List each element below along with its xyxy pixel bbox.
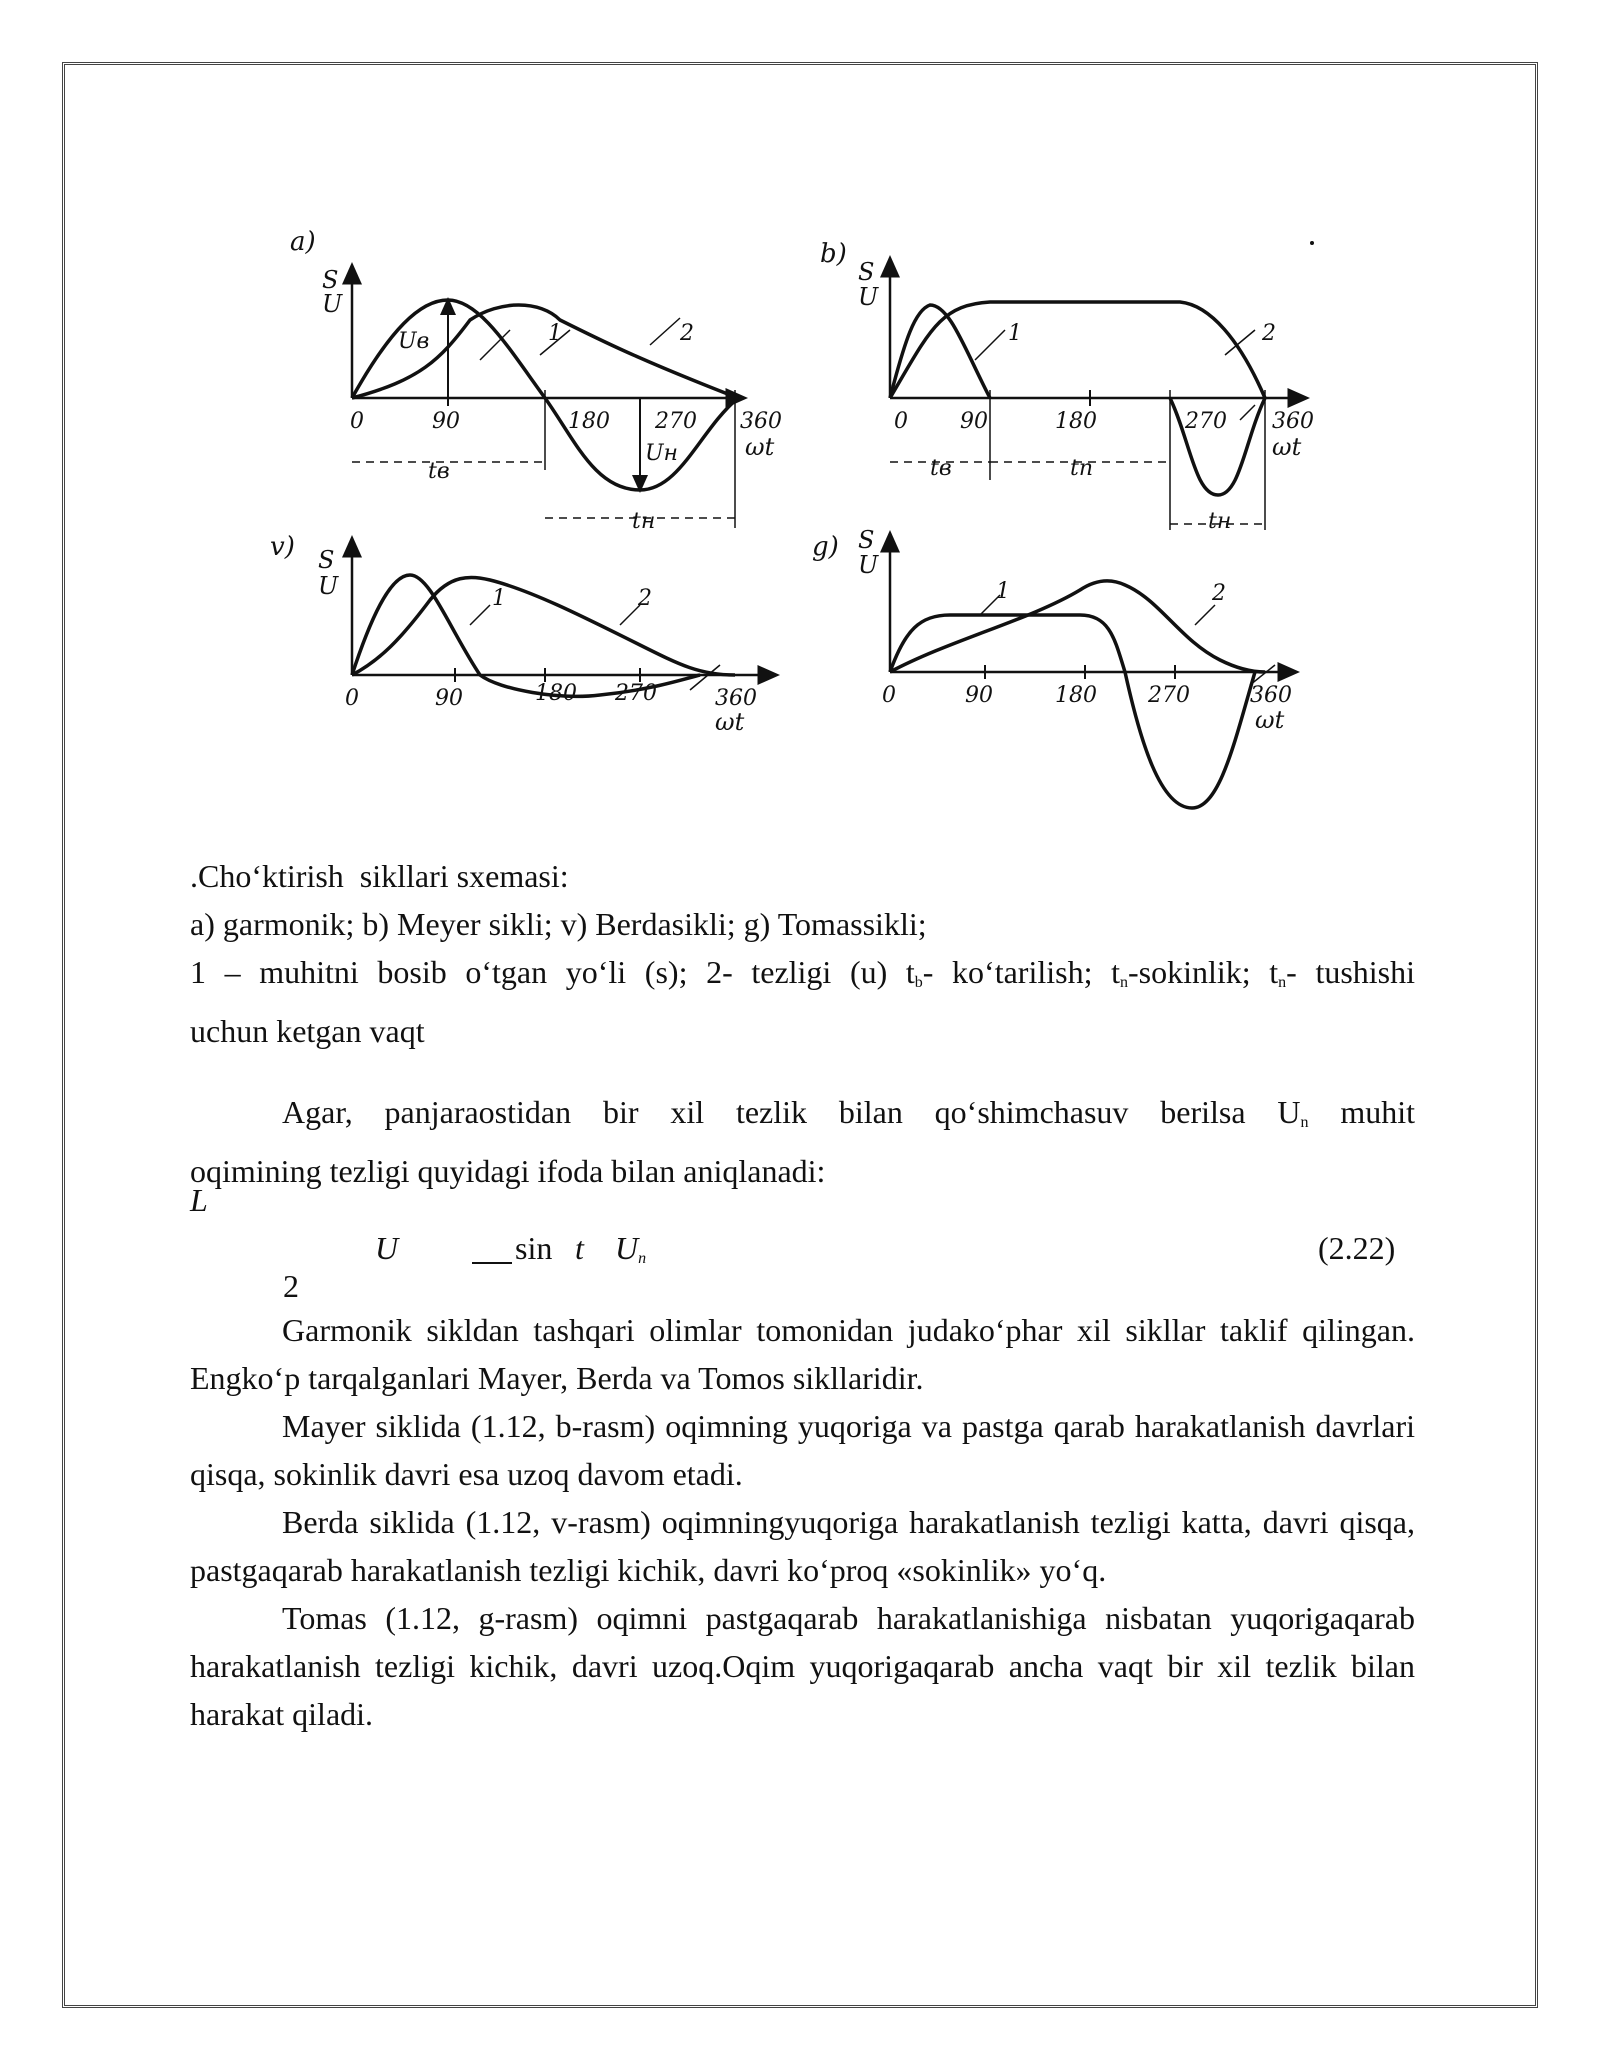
paragraph: Tomas (1.12, g-rasm) oqimni pastgaqarab harakatlanishiga nisbatan yuqorigaqarab harakatlanish tezligi kichik, davri uzoq.Oqim yuqorigaqarab ancha vaqt bir xil tezlik bilan harakat qiladi. <box>190 1600 1415 1732</box>
panel-b-curve2-label: 2 <box>1262 321 1276 346</box>
panel-a-axis-u: U <box>322 290 343 318</box>
cycle-diagrams-figure <box>0 0 1600 830</box>
panel-v-curve1-label: 1 <box>492 586 506 611</box>
panel-g <box>890 540 1290 808</box>
panel-g-tick-90: 90 <box>965 683 993 708</box>
panel-v-axis-unit: ωt <box>715 708 745 736</box>
panel-b-tick-270: 270 <box>1185 409 1227 434</box>
panel-b-axis-unit: ωt <box>1272 433 1302 461</box>
panel-a-tick-90: 90 <box>432 409 460 434</box>
panel-v-curve2-label: 2 <box>638 586 652 611</box>
panel-v-curve-2 <box>352 577 735 675</box>
paragraph: Mayer siklida (1.12, b-rasm) oqimning yuqoriga va pastga qarab harakatlanish davrlari qisqa, sokinlik davri esa uzoq davom etadi. <box>190 1408 1415 1492</box>
panel-b <box>890 265 1300 530</box>
panel-g-tick-180: 180 <box>1055 683 1097 708</box>
panel-b-tick-90: 90 <box>960 409 988 434</box>
panel-a-tick-180: 180 <box>568 409 610 434</box>
caption-line2: 1 – muhitni bosib o‘tgan yo‘li (s); 2- tezligi (u) $t_b-$ ko‘tarilish; $t_n$-sokinlik; $t_n-$ tushishi <box>190 954 1416 991</box>
panel-v-tick-90: 90 <box>435 686 463 711</box>
panel-g-tick-0: 0 <box>882 683 896 708</box>
eq-var: t <box>575 1230 584 1266</box>
panel-v-tick-360: 360 <box>715 686 757 711</box>
panel-b-curve-2 <box>890 302 1265 398</box>
caption-title: .Cho‘ktirish sikllari sxemasi: <box>190 858 569 894</box>
panel-b-curve1-label: 1 <box>1008 321 1022 346</box>
panel-a-time-up: tв <box>428 459 450 484</box>
panel-a-axis-s: S <box>322 266 339 294</box>
panel-b-tick-180: 180 <box>1055 409 1097 434</box>
paragraph: Garmonik sikldan tashqari olimlar tomonidan judako‘phar xil sikllar taklif qilingan. Engko‘p tarqalganlari Mayer, Berda va Tomos sikllaridir. <box>190 1312 1415 1396</box>
panel-a-curve2-label: 2 <box>680 321 694 346</box>
eq-denominator: 2 <box>283 1268 299 1304</box>
panel-a-label: a) <box>290 227 316 257</box>
panel-v-axis-s: S <box>318 546 335 574</box>
caption-line1: a) garmonik; b) Meyer sikli; v) Berdasikli; g) Tomassikli; <box>190 906 927 942</box>
panel-a-tick-270: 270 <box>655 409 697 434</box>
eq-term: $U_n$ <box>615 1230 647 1267</box>
panel-b-axis-u: U <box>858 283 879 311</box>
panel-g-axis-unit: ωt <box>1255 706 1285 734</box>
panel-v-tick-270: 270 <box>615 681 657 706</box>
panel-g-curve-2 <box>890 581 1265 672</box>
panel-a-axis-unit: ωt <box>745 433 775 461</box>
panel-b-curve-1 <box>890 305 990 398</box>
panel-g-tick-360: 360 <box>1250 683 1292 708</box>
panel-b-label: b) <box>820 239 847 269</box>
eq-lhs: U <box>375 1230 399 1266</box>
figure-caption <box>190 852 1415 1055</box>
panel-v-tick-0: 0 <box>345 686 359 711</box>
panel-a-curve1-label: 1 <box>548 321 562 346</box>
caption-line3: uchun ketgan vaqt <box>190 1013 425 1049</box>
paragraph: Berda siklida (1.12, v-rasm) oqimningyuqoriga harakatlanish tezligi katta, davri qisqa, pastgaqarab harakatlanish tezligi kichik, davri ko‘proq «sokinlik» yo‘q. <box>190 1504 1415 1588</box>
panel-g-curve-1 <box>890 615 1255 808</box>
panel-a <box>352 272 738 528</box>
panel-a-tick-0: 0 <box>350 409 364 434</box>
eq-func: sin <box>515 1230 553 1266</box>
eq-number: (2.22) <box>1318 1230 1396 1266</box>
panel-v-axis-u: U <box>318 572 339 600</box>
paragraph-intro: Agar, panjaraostidan bir xil tezlik bilan qo‘shimchasuv berilsa $U_n$ muhit oqimining tezligi quyidagi ifoda bilan aniqlanadi: <box>190 1094 1416 1189</box>
panel-b-time-down: tн <box>1208 509 1232 534</box>
panel-g-curve1-label: 1 <box>996 579 1010 604</box>
panel-v <box>352 545 770 696</box>
panel-g-axis-s: S <box>858 526 875 554</box>
eq-fraction-bar <box>472 1262 512 1264</box>
panel-g-axis-u: U <box>858 551 879 579</box>
panel-g-label: g) <box>812 532 839 562</box>
eq-numerator: L <box>190 1182 208 1218</box>
body-paragraphs <box>190 1306 1415 1738</box>
panel-g-curve2-label: 2 <box>1212 581 1226 606</box>
panel-b-tick-360: 360 <box>1272 409 1314 434</box>
panel-v-tick-180: 180 <box>535 681 577 706</box>
panel-a-time-down: tн <box>632 509 656 534</box>
panel-b-time-up: tв <box>930 456 952 481</box>
panel-v-label: v) <box>270 532 295 562</box>
panel-b-time-rest: tп <box>1070 456 1094 481</box>
panel-a-mark-down: Uн <box>645 441 679 466</box>
panel-a-tick-360: 360 <box>740 409 782 434</box>
panel-g-tick-270: 270 <box>1148 683 1190 708</box>
panel-b-tick-0: 0 <box>894 409 908 434</box>
panel-b-axis-s: S <box>858 258 875 286</box>
panel-a-mark-up: Uв <box>398 329 430 354</box>
